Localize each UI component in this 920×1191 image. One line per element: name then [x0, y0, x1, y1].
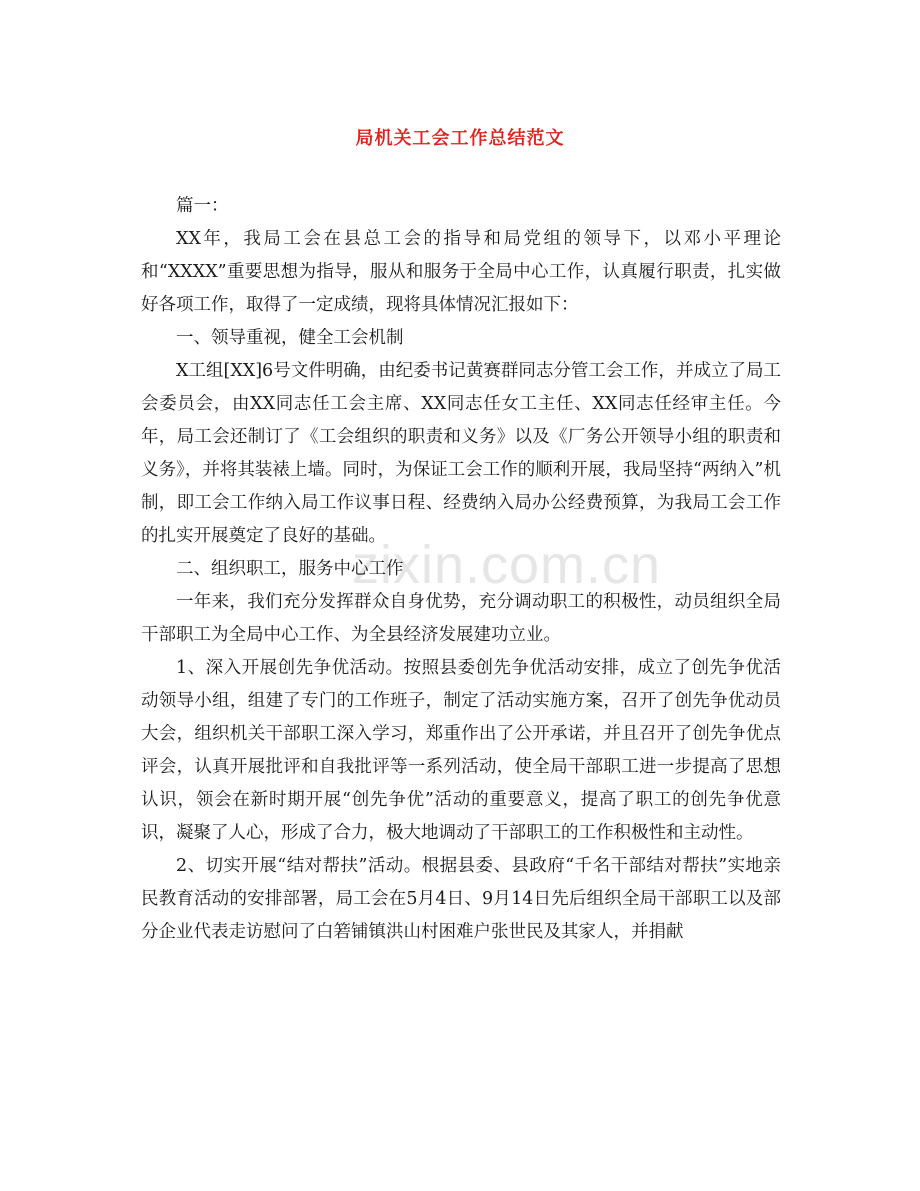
body-paragraph: 一年来，我们充分发挥群众自身优势，充分调动职工的积极性，动员组织全局干部职工为全局中心工作、为全县经济发展建功立业。 [141, 592, 781, 645]
section-heading-1: 一、领导重视，健全工会机制 [176, 328, 404, 348]
document-body [141, 190, 781, 949]
body-paragraph: 2、切实开展“结对帮扶”活动。根据县委、县政府“千名干部结对帮扶”实地亲民教育活动的安排部署，局工会在5月4日、9月14日先后组织全局干部职工以及部分企业代表走访慰问了白箬铺镇洪山村困难户张世民及其家人，并捐献 [141, 856, 781, 942]
section-heading-2: 二、组织职工，服务中心工作 [176, 559, 404, 579]
watermark: zixin.com.cn [352, 535, 662, 595]
document-title: 局机关工会工作总结范文 [355, 128, 565, 149]
section-label: 篇一： [176, 196, 229, 216]
body-paragraph: X工组[XX]6号文件明确，由纪委书记黄赛群同志分管工会工作，并成立了局工会委员会，由XX同志任工会主席、XX同志任女工主任、XX同志任经审主任。今年，局工会还制订了《工会组织的职责和义务》以及《厂务公开领导小组的职责和义务》，并将其装裱上墙。同时，为保证工会工作的顺利开展，我局坚持“两纳入”机制，即工会工作纳入局工作议事日程、经费纳入局办公经费预算，为我局工会工作的扎实开展奠定了良好的基础。 [141, 361, 781, 546]
intro-paragraph: XX年，我局工会在县总工会的指导和局党组的领导下，以邓小平理论和“XXXX”重要思想为指导，服从和服务于全局中心工作，认真履行职责，扎实做好各项工作，取得了一定成绩，现将具体情况汇报如下： [141, 229, 781, 315]
body-paragraph: 1、深入开展创先争优活动。按照县委创先争优活动安排，成立了创先争优活动领导小组，组建了专门的工作班子，制定了活动实施方案，召开了创先争优动员大会，组织机关干部职工深入学习，郑重作出了公开承诺，并且召开了创先争优点评会，认真开展批评和自我批评等一系列活动，使全局干部职工进一步提高了思想认识，领会在新时期开展“创先争优”活动的重要意义，提高了职工的创先争优意识，凝聚了人心，形成了合力，极大地调动了干部职工的工作积极性和主动性。 [141, 658, 781, 843]
